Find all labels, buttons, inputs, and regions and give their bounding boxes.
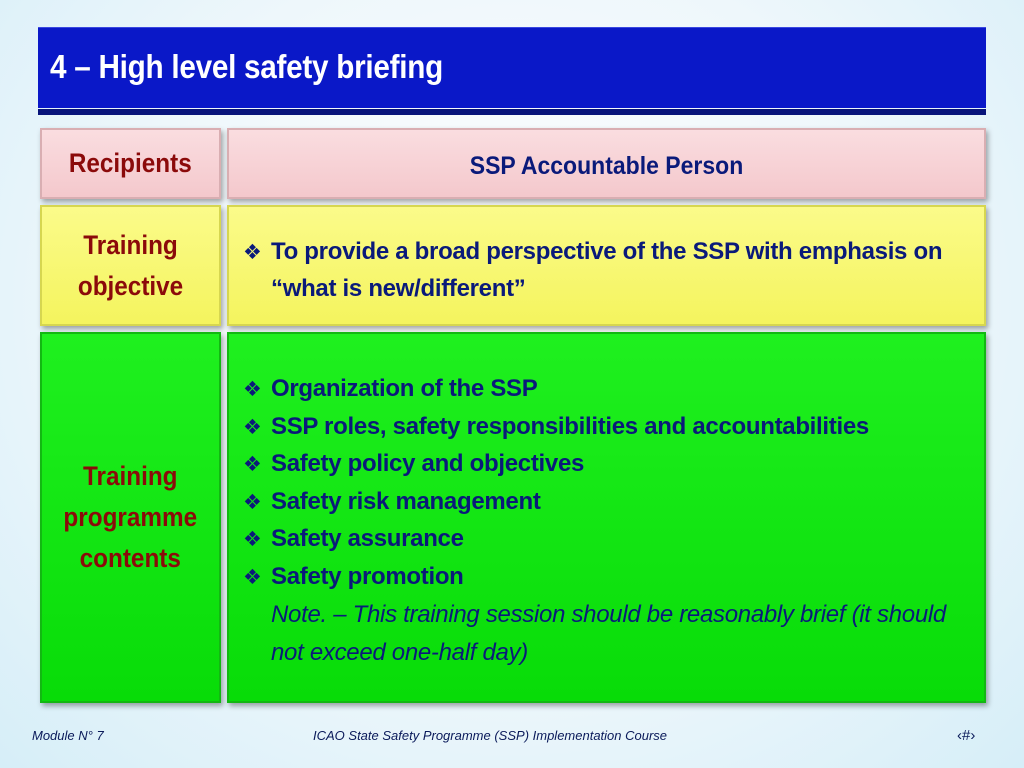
diamond-bullet-icon: ❖ — [243, 378, 262, 401]
title-underline — [38, 109, 986, 115]
contents-item — [243, 370, 973, 408]
diamond-bullet-icon: ❖ — [243, 241, 262, 264]
diamond-bullet-icon: ❖ — [243, 528, 262, 552]
slide-title: 4 – High level safety briefing — [50, 48, 443, 85]
objective-label-line1: Training — [83, 230, 178, 260]
contents-list — [243, 370, 973, 672]
footer-course: ICAO State Safety Programme (SSP) Implementation Course — [313, 728, 668, 743]
contents-item — [243, 558, 973, 596]
objective-value-cell — [227, 205, 986, 326]
contents-item-text: Safety risk management — [271, 487, 541, 515]
contents-item — [243, 483, 973, 521]
footer-page-number: ‹#› — [957, 727, 976, 744]
contents-item-text: SSP roles, safety responsibilities and accountabilities — [271, 412, 869, 440]
contents-item — [243, 408, 973, 446]
objective-item-text: To provide a broad perspective of the SSP with emphasis on “what is new/different” — [271, 238, 943, 302]
contents-label — [64, 456, 198, 579]
objective-label-line2: objective — [77, 270, 184, 301]
contents-label-line1: Training — [83, 460, 178, 491]
contents-value-cell — [227, 332, 986, 703]
recipients-value: SSP Accountable Person — [469, 152, 744, 180]
diamond-bullet-icon: ❖ — [243, 490, 262, 514]
contents-label-line3: contents — [79, 543, 182, 574]
contents-label-line2: programme — [63, 501, 198, 532]
contents-note — [243, 596, 973, 672]
objective-label-cell — [40, 205, 221, 326]
contents-item-text: Safety assurance — [271, 525, 464, 553]
diamond-bullet-icon: ❖ — [243, 415, 262, 439]
diamond-bullet-icon: ❖ — [243, 453, 262, 477]
contents-item — [243, 520, 973, 558]
recipients-label-cell — [40, 128, 221, 199]
objective-list — [243, 233, 973, 307]
contents-note-text: Note. – This training session should be reasonably brief (it should not exceed one-half day) — [271, 600, 946, 666]
diamond-bullet-icon: ❖ — [243, 565, 262, 589]
recipients-label: Recipients — [69, 148, 192, 179]
contents-label-cell — [40, 332, 221, 703]
objective-label — [78, 225, 183, 306]
contents-item-text: Organization of the SSP — [271, 375, 538, 402]
footer-module: Module N° 7 — [32, 728, 104, 743]
contents-item-text: Safety promotion — [271, 562, 464, 590]
contents-item — [243, 445, 973, 483]
recipients-value-cell — [227, 128, 986, 199]
contents-item-text: Safety policy and objectives — [271, 450, 585, 478]
objective-item — [243, 233, 973, 307]
